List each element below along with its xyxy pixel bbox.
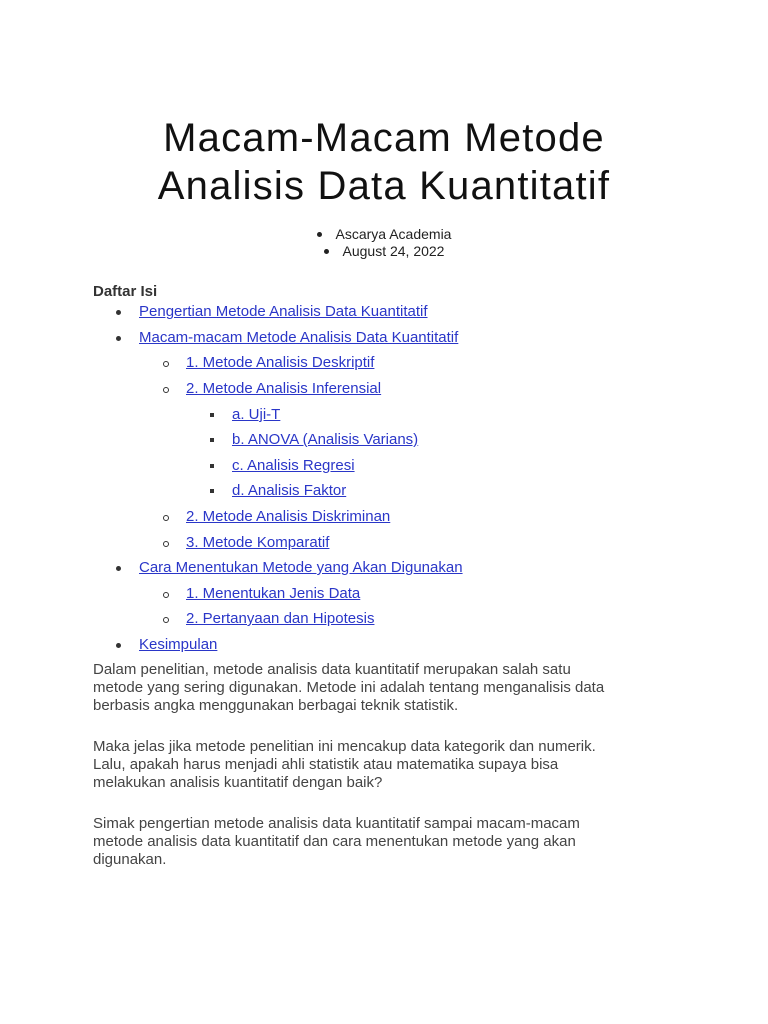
- toc-link[interactable]: 1. Metode Analisis Deskriptif: [186, 354, 375, 371]
- bullet-icon: [163, 541, 169, 547]
- article-date: [0, 243, 768, 260]
- bullet-icon: [163, 387, 169, 393]
- toc-link[interactable]: 2. Pertanyaan dan Hipotesis: [186, 610, 375, 627]
- toc-link[interactable]: d. Analisis Faktor: [232, 482, 347, 499]
- body-paragraph: [93, 815, 693, 869]
- toc-link[interactable]: 2. Metode Analisis Inferensial: [186, 380, 382, 397]
- toc-item: [186, 380, 381, 398]
- bullet-icon: [116, 310, 121, 315]
- toc-link[interactable]: Pengertian Metode Analisis Data Kuantitatif: [139, 303, 428, 320]
- bullet-icon: [210, 438, 214, 442]
- bullet-icon: [163, 592, 169, 598]
- toc-item: [186, 610, 374, 628]
- toc-link[interactable]: Macam-macam Metode Analisis Data Kuantitatif: [139, 329, 459, 346]
- body-paragraph: [93, 661, 693, 715]
- bullet-icon: [163, 617, 169, 623]
- bullet-icon: [210, 489, 214, 493]
- toc-link[interactable]: 1. Menentukan Jenis Data: [186, 585, 361, 602]
- toc-item: [139, 329, 458, 347]
- toc-link[interactable]: Kesimpulan: [139, 636, 218, 653]
- toc-heading: Daftar Isi: [93, 283, 158, 300]
- article-meta: [0, 226, 768, 260]
- bullet-icon: [210, 464, 214, 468]
- bullet-icon: [210, 413, 214, 417]
- toc-item: [232, 457, 355, 475]
- publish-date: August 24, 2022: [342, 243, 445, 259]
- paragraph-line: berbasis angka menggunakan berbagai teknik statistik.: [93, 697, 459, 714]
- bullet-icon: [116, 336, 121, 341]
- paragraph-line: Dalam penelitian, metode analisis data kuantitatif merupakan salah satu: [93, 661, 571, 678]
- toc-link[interactable]: 2. Metode Analisis Diskriminan: [186, 508, 391, 525]
- bullet-icon: [163, 361, 169, 367]
- bullet-icon: [324, 249, 329, 254]
- bullet-icon: [163, 515, 169, 521]
- toc-link[interactable]: c. Analisis Regresi: [232, 457, 355, 474]
- bullet-icon: [116, 643, 121, 648]
- paragraph-line: Maka jelas jika metode penelitian ini mencakup data kategorik dan numerik.: [93, 738, 596, 755]
- paragraph-line: Lalu, apakah harus menjadi ahli statistik atau matematika supaya bisa: [93, 756, 559, 773]
- toc-item: [232, 406, 280, 424]
- article-title-line-1: Macam-Macam Metode: [163, 116, 605, 160]
- toc-item: [232, 431, 418, 449]
- bullet-icon: [317, 232, 322, 237]
- toc-item: [139, 636, 217, 654]
- toc-link[interactable]: 3. Metode Komparatif: [186, 534, 330, 551]
- toc-link[interactable]: b. ANOVA (Analisis Varians): [232, 431, 419, 448]
- article-title-line-2: Analisis Data Kuantitatif: [157, 164, 611, 208]
- paragraph-line: digunakan.: [93, 851, 167, 868]
- toc-link[interactable]: Cara Menentukan Metode yang Akan Digunakan: [139, 559, 463, 576]
- paragraph-line: Simak pengertian metode analisis data kuantitatif sampai macam-macam: [93, 815, 580, 832]
- body-paragraph: [93, 738, 693, 792]
- toc-item: [139, 559, 463, 577]
- author-name: Ascarya Academia: [335, 226, 452, 242]
- paragraph-line: melakukan analisis kuantitatif dengan baik?: [93, 774, 383, 791]
- toc-item: [186, 508, 390, 526]
- bullet-icon: [116, 566, 121, 571]
- toc-item: [186, 354, 374, 372]
- paragraph-line: metode yang sering digunakan. Metode ini adalah tentang menganalisis data: [93, 679, 605, 696]
- toc-item: [186, 534, 329, 552]
- toc-link[interactable]: a. Uji-T: [232, 406, 281, 423]
- paragraph-line: metode analisis data kuantitatif dan cara menentukan metode yang akan: [93, 833, 576, 850]
- toc-item: [186, 585, 360, 603]
- toc-item: [232, 482, 346, 500]
- toc-item: [139, 303, 428, 321]
- article-title: [0, 114, 768, 210]
- article-author: [0, 226, 768, 243]
